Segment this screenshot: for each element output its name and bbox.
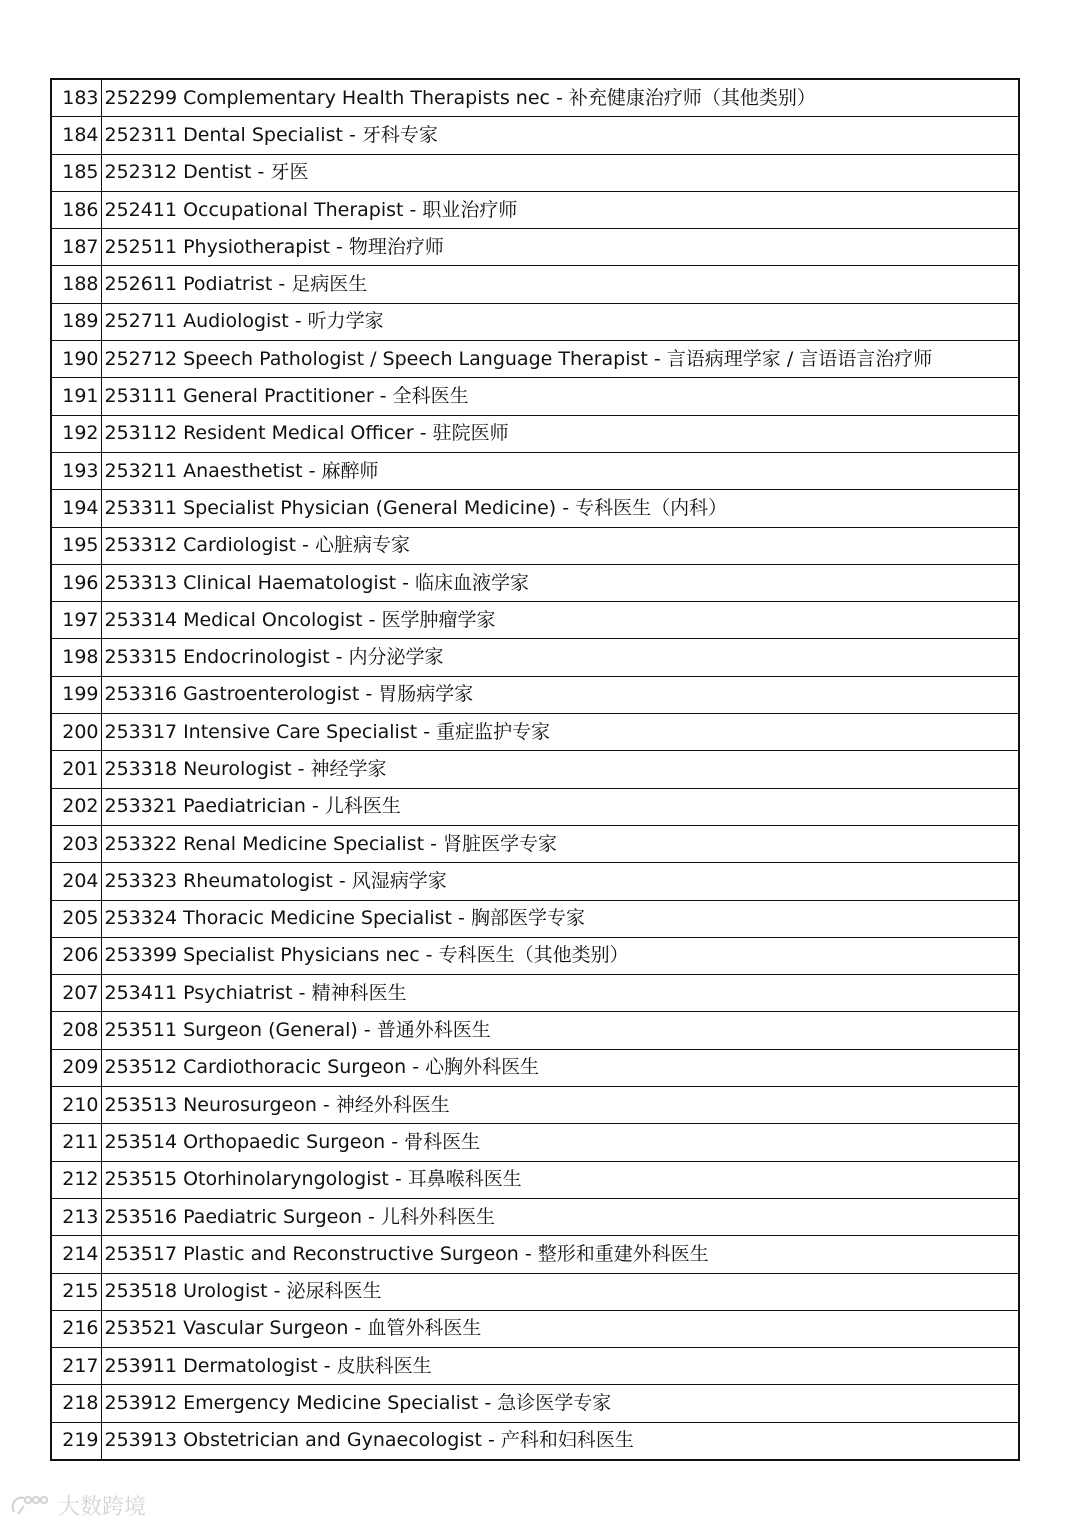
occupation-entry: 253111 General Practitioner - 全科医生 [101,378,1018,415]
table-row [52,1049,1018,1086]
watermark-text: 大数跨境 [58,1494,147,1520]
row-number: 191 [52,378,101,415]
table-row [52,714,1018,751]
table-row [52,975,1018,1012]
row-number: 193 [52,452,101,489]
row-number: 208 [52,1012,101,1049]
occupation-entry: 253517 Plastic and Reconstructive Surgeon - 整形和重建外科医生 [101,1236,1018,1273]
table-row [52,788,1018,825]
occupation-entry: 253512 Cardiothoracic Surgeon - 心胸外科医生 [101,1049,1018,1086]
occupation-entry: 252511 Physiotherapist - 物理治疗师 [101,229,1018,266]
table-row [52,1310,1018,1347]
table-row [52,1385,1018,1422]
table-row [52,1087,1018,1124]
occupation-entry: 252299 Complementary Health Therapists nec - 补充健康治疗师（其他类别） [101,80,1018,117]
occupation-entry: 253511 Surgeon (General) - 普通外科医生 [101,1012,1018,1049]
row-number: 212 [52,1161,101,1198]
occupation-table [50,78,1020,1461]
row-number: 219 [52,1422,101,1459]
occupation-entry: 253516 Paediatric Surgeon - 儿科外科医生 [101,1198,1018,1235]
row-number: 186 [52,191,101,228]
row-number: 189 [52,303,101,340]
row-number: 203 [52,825,101,862]
table-row [52,1422,1018,1459]
row-number: 201 [52,751,101,788]
table-row [52,527,1018,564]
row-number: 206 [52,937,101,974]
row-number: 207 [52,975,101,1012]
table-row [52,117,1018,154]
occupation-entry: 253211 Anaesthetist - 麻醉师 [101,452,1018,489]
table-row [52,1348,1018,1385]
row-number: 210 [52,1087,101,1124]
row-number: 213 [52,1198,101,1235]
occupation-entry: 252312 Dentist - 牙医 [101,154,1018,191]
row-number: 183 [52,80,101,117]
row-number: 184 [52,117,101,154]
watermark [8,1490,146,1520]
row-number: 198 [52,639,101,676]
table-row [52,415,1018,452]
occupation-entry: 253518 Urologist - 泌尿科医生 [101,1273,1018,1310]
row-number: 187 [52,229,101,266]
table-row [52,900,1018,937]
occupation-entry: 253313 Clinical Haematologist - 临床血液学家 [101,564,1018,601]
table-row [52,602,1018,639]
table-row [52,639,1018,676]
table-row [52,1124,1018,1161]
table-row [52,490,1018,527]
occupation-entry: 253521 Vascular Surgeon - 血管外科医生 [101,1310,1018,1347]
occupation-entry: 253112 Resident Medical Officer - 驻院医师 [101,415,1018,452]
table-row [52,1236,1018,1273]
occupation-entry: 253912 Emergency Medicine Specialist - 急诊医学专家 [101,1385,1018,1422]
occupation-entry: 253321 Paediatrician - 儿科医生 [101,788,1018,825]
table-row [52,341,1018,378]
table-row [52,937,1018,974]
occupation-entry: 252712 Speech Pathologist / Speech Language Therapist - 言语病理学家 / 言语语言治疗师 [101,341,1018,378]
occupation-entry: 253315 Endocrinologist - 内分泌学家 [101,639,1018,676]
row-number: 197 [52,602,101,639]
occupation-entry: 252611 Podiatrist - 足病医生 [101,266,1018,303]
row-number: 185 [52,154,101,191]
row-number: 202 [52,788,101,825]
row-number: 211 [52,1124,101,1161]
row-number: 200 [52,714,101,751]
table-row [52,452,1018,489]
table-body [52,80,1018,1459]
row-number: 192 [52,415,101,452]
table-row [52,751,1018,788]
table-row [52,154,1018,191]
row-number: 195 [52,527,101,564]
table-row [52,229,1018,266]
table-row [52,191,1018,228]
table-row [52,1012,1018,1049]
occupation-entry: 253318 Neurologist - 神经学家 [101,751,1018,788]
row-number: 199 [52,676,101,713]
occupation-entry: 253324 Thoracic Medicine Specialist - 胸部医学专家 [101,900,1018,937]
table-row [52,303,1018,340]
table-row [52,676,1018,713]
watermark-logo-icon [8,1492,52,1518]
table-row [52,1273,1018,1310]
occupation-entry: 253513 Neurosurgeon - 神经外科医生 [101,1087,1018,1124]
row-number: 217 [52,1348,101,1385]
occupation-entry: 253514 Orthopaedic Surgeon - 骨科医生 [101,1124,1018,1161]
occupation-entry: 253911 Dermatologist - 皮肤科医生 [101,1348,1018,1385]
occupation-entry: 252311 Dental Specialist - 牙科专家 [101,117,1018,154]
occupation-entry: 253314 Medical Oncologist - 医学肿瘤学家 [101,602,1018,639]
occupation-entry: 253399 Specialist Physicians nec - 专科医生（其他类别） [101,937,1018,974]
row-number: 209 [52,1049,101,1086]
row-number: 194 [52,490,101,527]
occupation-entry: 253311 Specialist Physician (General Medicine) - 专科医生（内科） [101,490,1018,527]
row-number: 204 [52,863,101,900]
table-row [52,80,1018,117]
row-number: 215 [52,1273,101,1310]
occupation-entry: 253312 Cardiologist - 心脏病专家 [101,527,1018,564]
occupation-entry: 253323 Rheumatologist - 风湿病学家 [101,863,1018,900]
table-row [52,1198,1018,1235]
row-number: 214 [52,1236,101,1273]
table-row [52,266,1018,303]
occupation-entry: 253515 Otorhinolaryngologist - 耳鼻喉科医生 [101,1161,1018,1198]
table-row [52,825,1018,862]
table-row [52,863,1018,900]
occupation-entry: 253317 Intensive Care Specialist - 重症监护专家 [101,714,1018,751]
table-row [52,564,1018,601]
row-number: 188 [52,266,101,303]
row-number: 216 [52,1310,101,1347]
row-number: 205 [52,900,101,937]
table-row [52,1161,1018,1198]
occupation-entry: 253913 Obstetrician and Gynaecologist - 产科和妇科医生 [101,1422,1018,1459]
table-row [52,378,1018,415]
occupation-entry: 252711 Audiologist - 听力学家 [101,303,1018,340]
row-number: 190 [52,341,101,378]
row-number: 218 [52,1385,101,1422]
occupation-entry: 253322 Renal Medicine Specialist - 肾脏医学专家 [101,825,1018,862]
occupation-entry: 253316 Gastroenterologist - 胃肠病学家 [101,676,1018,713]
row-number: 196 [52,564,101,601]
occupation-entry: 252411 Occupational Therapist - 职业治疗师 [101,191,1018,228]
occupation-table-grid [52,80,1018,1459]
occupation-entry: 253411 Psychiatrist - 精神科医生 [101,975,1018,1012]
